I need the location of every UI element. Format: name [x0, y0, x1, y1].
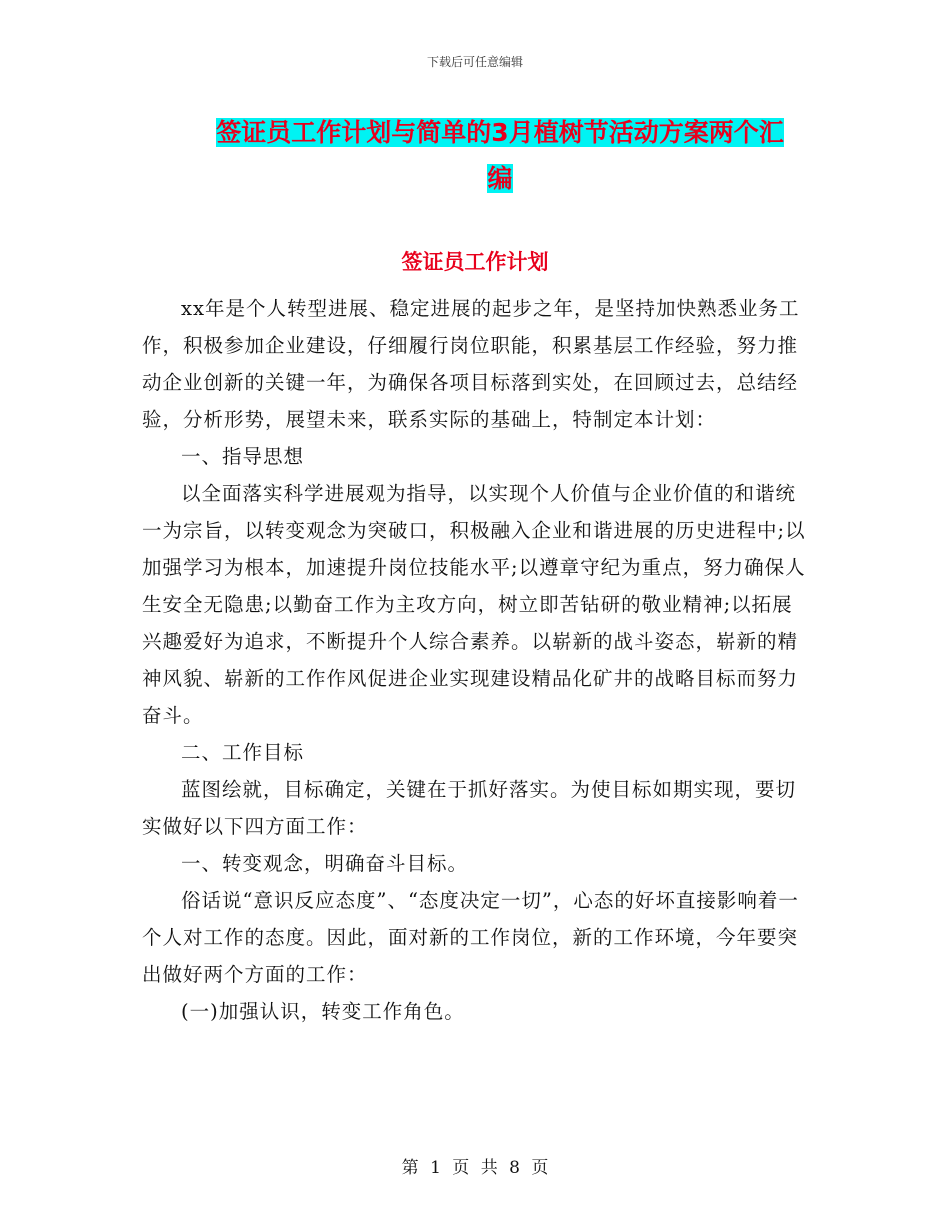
heading-guiding-ideology: 一、指导思想 — [181, 445, 305, 468]
heading-work-goals: 二、工作目标 — [181, 741, 305, 764]
section-title: 签证员工作计划 — [401, 250, 549, 274]
paragraph-attitude: 俗话说“意识反应态度”、“态度决定一切”，心态的好坏直接影响着一个人对工作的态度。因此，面对新的工作岗位，新的工作环境，今年要突出做好两个方面的工作： — [142, 889, 799, 986]
paragraph-guiding-ideology: 以全面落实科学进展观为指导，以实现个人价值与企业价值的和谐统一为宗旨，以转变观念为突破口，积极融入企业和谐进展的历史进程中;以加强学习为根本，加速提升岗位技能水平;以遵章守纪为重点，努力确保人生安全无隐患;以勤奋工作为主攻方向，树立即苦钻研的敬业精神;以拓展兴趣爱好为追求，不断提升个人综合素养。以崭新的战斗姿态，崭新的精神风貌、崭新的工作作风促进企业实现建设精品化矿井的战略目标而努力奋斗。 — [142, 482, 806, 727]
document-title-line-1: 签证员工作计划与简单的3月植树节活动方案两个汇 — [216, 118, 784, 147]
subheading-change-concepts: 一、转变观念，明确奋斗目标。 — [181, 852, 469, 875]
paragraph-work-goals: 蓝图绘就，目标确定，关键在于抓好落实。为使目标如期实现，要切实做好以下四方面工作： — [142, 778, 797, 838]
document-title — [195, 110, 805, 202]
document-title-line-2: 编 — [487, 164, 513, 193]
document-body — [142, 290, 808, 1030]
header-note: 下载后可任意编辑 — [426, 55, 523, 69]
paragraph-intro: xx年是个人转型进展、稳定进展的起步之年，是坚持加快熟悉业务工作，积极参加企业建设，仔细履行岗位职能，积累基层工作经验，努力推动企业创新的关键一年，为确保各项目标落到实处，在回顾过去，总结经验，分析形势，展望未来，联系实际的基础上，特制定本计划： — [142, 297, 800, 431]
subheading-strengthen-awareness: (一)加强认识，转变工作角色。 — [181, 1000, 465, 1023]
page-number-footer: 第 1 页 共 8 页 — [401, 1158, 549, 1178]
